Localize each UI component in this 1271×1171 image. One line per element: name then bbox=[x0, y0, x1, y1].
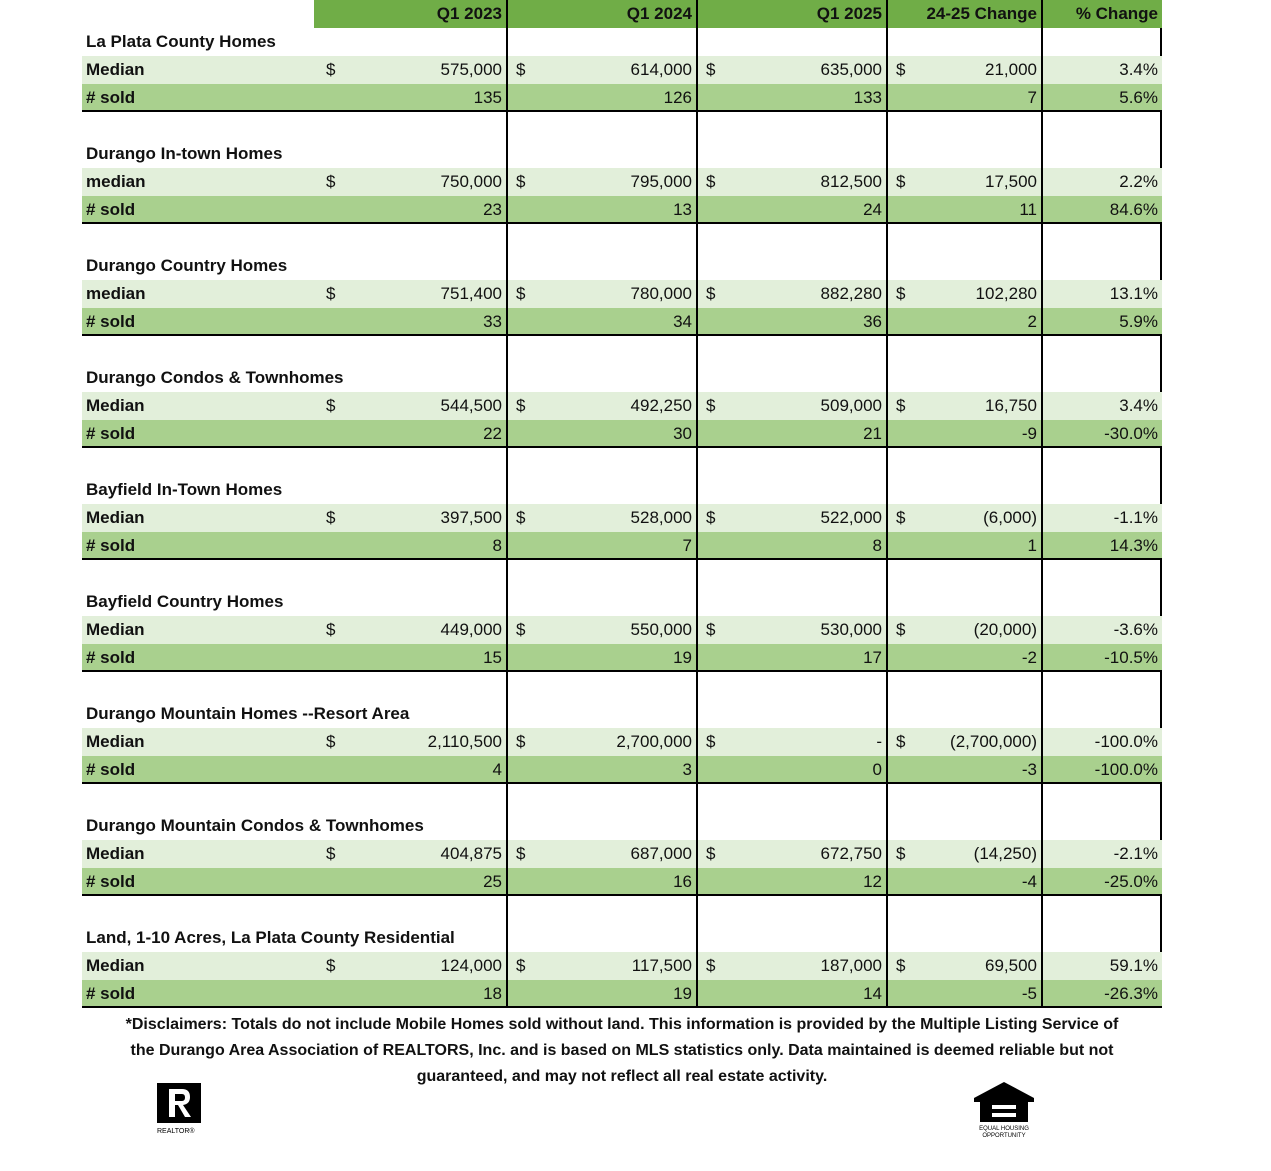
title-row-cell bbox=[506, 252, 696, 280]
section-title-row bbox=[82, 812, 1162, 840]
spacer-row bbox=[82, 896, 1162, 924]
title-row-cell bbox=[696, 364, 886, 392]
spacer-cell bbox=[886, 896, 1041, 924]
header-pct-change: % Change bbox=[1041, 0, 1162, 28]
sold-label: # sold bbox=[82, 532, 314, 560]
spacer-edge bbox=[1160, 224, 1162, 252]
median-pct: 2.2% bbox=[1041, 168, 1162, 196]
sold-value-q23: 25 bbox=[314, 868, 506, 896]
dollar-sign: $ bbox=[516, 620, 526, 639]
title-row-cell bbox=[1041, 812, 1162, 840]
title-row-cell bbox=[506, 588, 696, 616]
disclaimer bbox=[82, 1012, 1162, 1090]
sold-value-q23: 15 bbox=[314, 644, 506, 672]
sold-value-q23: 8 bbox=[314, 532, 506, 560]
median-value-q24: 550,000 bbox=[506, 616, 696, 644]
median-pct: -100.0% bbox=[1041, 728, 1162, 756]
section-title: La Plata County Homes bbox=[86, 32, 276, 51]
dollar-sign: $ bbox=[326, 732, 336, 751]
sold-value-q25: 14 bbox=[696, 980, 886, 1008]
spacer-cell bbox=[506, 112, 696, 140]
title-row-cell bbox=[1041, 252, 1162, 280]
title-row-cell bbox=[696, 140, 886, 168]
dollar-sign: $ bbox=[516, 60, 526, 79]
median-row bbox=[82, 616, 1162, 644]
median-label: Median bbox=[82, 840, 314, 868]
sold-value-q23: 22 bbox=[314, 420, 506, 448]
realtor-logo bbox=[157, 1083, 207, 1140]
title-row-cell bbox=[506, 28, 696, 56]
section-block bbox=[82, 560, 1162, 672]
median-value-q23: 751,400 bbox=[314, 280, 506, 308]
median-row bbox=[82, 952, 1162, 980]
section-block bbox=[82, 448, 1162, 560]
disclaimer-line-2: the Durango Area Association of REALTORS, Inc. and is based on MLS statistics only. Data maintained is deemed reliable but not bbox=[130, 1042, 1114, 1059]
spacer-edge bbox=[1160, 896, 1162, 924]
median-value-chg: 17,500 bbox=[886, 168, 1041, 196]
sold-row bbox=[82, 420, 1162, 448]
sold-value-q25: 17 bbox=[696, 644, 886, 672]
market-stats-table bbox=[82, 0, 1162, 1008]
eho-text-2: OPPORTUNITY bbox=[982, 1133, 1026, 1139]
spacer-cell bbox=[1041, 448, 1162, 476]
title-row-cell bbox=[886, 476, 1041, 504]
title-row-cell bbox=[886, 812, 1041, 840]
section-title: Durango In-town Homes bbox=[86, 144, 283, 163]
median-value-q23: 449,000 bbox=[314, 616, 506, 644]
dollar-sign: $ bbox=[896, 60, 906, 79]
sold-value-q24: 13 bbox=[506, 196, 696, 224]
sold-value-chg: -3 bbox=[886, 756, 1041, 784]
spacer-cell bbox=[506, 784, 696, 812]
section-title-row bbox=[82, 28, 1162, 56]
spacer-row bbox=[82, 336, 1162, 364]
median-row bbox=[82, 280, 1162, 308]
median-label: Median bbox=[82, 952, 314, 980]
median-value-q23: 404,875 bbox=[314, 840, 506, 868]
median-pct: -2.1% bbox=[1041, 840, 1162, 868]
sold-pct: 5.6% bbox=[1041, 84, 1162, 112]
sold-value-q23: 18 bbox=[314, 980, 506, 1008]
section-title-row bbox=[82, 476, 1162, 504]
median-label: median bbox=[82, 168, 314, 196]
section-block bbox=[82, 672, 1162, 784]
realtor-logo-text: REALTOR® bbox=[157, 1128, 195, 1135]
spacer-cell bbox=[1041, 560, 1162, 588]
header-q1-2025: Q1 2025 bbox=[696, 0, 886, 28]
sold-value-q25: 21 bbox=[696, 420, 886, 448]
spacer-cell bbox=[696, 784, 886, 812]
spacer-cell bbox=[696, 112, 886, 140]
title-row-cell bbox=[886, 588, 1041, 616]
section-title-row bbox=[82, 700, 1162, 728]
title-row-cell bbox=[1041, 924, 1162, 952]
median-value-q23: 750,000 bbox=[314, 168, 506, 196]
header-row bbox=[82, 0, 1162, 28]
spacer-cell bbox=[1041, 896, 1162, 924]
title-row-cell bbox=[696, 476, 886, 504]
median-value-q23: 2,110,500 bbox=[314, 728, 506, 756]
dollar-sign: $ bbox=[706, 956, 716, 975]
sold-value-q24: 19 bbox=[506, 644, 696, 672]
dollar-sign: $ bbox=[706, 732, 716, 751]
sold-row bbox=[82, 532, 1162, 560]
sold-value-q25: 8 bbox=[696, 532, 886, 560]
sold-value-chg: -2 bbox=[886, 644, 1041, 672]
dollar-sign: $ bbox=[896, 620, 906, 639]
median-label: Median bbox=[82, 616, 314, 644]
section-title-row bbox=[82, 140, 1162, 168]
section-title: Land, 1-10 Acres, La Plata County Residential bbox=[86, 928, 455, 947]
dollar-sign: $ bbox=[326, 844, 336, 863]
sold-value-chg: 11 bbox=[886, 196, 1041, 224]
title-row-cell bbox=[696, 588, 886, 616]
title-row-cell bbox=[1041, 364, 1162, 392]
dollar-sign: $ bbox=[706, 620, 716, 639]
sold-value-q25: 0 bbox=[696, 756, 886, 784]
dollar-sign: $ bbox=[706, 844, 716, 863]
section-title-row bbox=[82, 924, 1162, 952]
sold-label: # sold bbox=[82, 84, 314, 112]
section-title: Durango Mountain Condos & Townhomes bbox=[86, 816, 424, 835]
dollar-sign: $ bbox=[896, 172, 906, 191]
spacer-row bbox=[82, 112, 1162, 140]
section-block bbox=[82, 112, 1162, 224]
spacer-cell bbox=[506, 224, 696, 252]
median-value-q23: 397,500 bbox=[314, 504, 506, 532]
median-value-chg: (2,700,000) bbox=[886, 728, 1041, 756]
sold-value-q24: 7 bbox=[506, 532, 696, 560]
median-value-q24: 780,000 bbox=[506, 280, 696, 308]
median-pct: -1.1% bbox=[1041, 504, 1162, 532]
spacer-cell bbox=[886, 336, 1041, 364]
spacer-edge bbox=[1160, 336, 1162, 364]
median-label: Median bbox=[82, 392, 314, 420]
dollar-sign: $ bbox=[516, 508, 526, 527]
title-row-cell bbox=[696, 28, 886, 56]
sold-value-q24: 30 bbox=[506, 420, 696, 448]
median-value-q23: 544,500 bbox=[314, 392, 506, 420]
title-row-edge bbox=[1160, 924, 1162, 952]
sold-value-chg: 1 bbox=[886, 532, 1041, 560]
median-value-q23: 124,000 bbox=[314, 952, 506, 980]
dollar-sign: $ bbox=[896, 732, 906, 751]
section-title-row bbox=[82, 588, 1162, 616]
median-value-chg: 16,750 bbox=[886, 392, 1041, 420]
section-title-row bbox=[82, 364, 1162, 392]
median-value-q24: 2,700,000 bbox=[506, 728, 696, 756]
dollar-sign: $ bbox=[516, 844, 526, 863]
median-value-q24: 528,000 bbox=[506, 504, 696, 532]
median-pct: 3.4% bbox=[1041, 56, 1162, 84]
section-title: Bayfield Country Homes bbox=[86, 592, 284, 611]
dollar-sign: $ bbox=[516, 172, 526, 191]
spacer-edge bbox=[1160, 448, 1162, 476]
sold-row bbox=[82, 756, 1162, 784]
title-row-cell bbox=[1041, 140, 1162, 168]
spacer-cell bbox=[506, 560, 696, 588]
median-label: median bbox=[82, 280, 314, 308]
section-block bbox=[82, 896, 1162, 1008]
sold-value-q25: 12 bbox=[696, 868, 886, 896]
median-value-q23: 575,000 bbox=[314, 56, 506, 84]
sold-row bbox=[82, 84, 1162, 112]
spacer-row bbox=[82, 672, 1162, 700]
median-pct: -3.6% bbox=[1041, 616, 1162, 644]
sold-value-q24: 34 bbox=[506, 308, 696, 336]
median-value-chg: (20,000) bbox=[886, 616, 1041, 644]
sold-value-q23: 135 bbox=[314, 84, 506, 112]
sold-pct: -100.0% bbox=[1041, 756, 1162, 784]
sold-value-chg: -5 bbox=[886, 980, 1041, 1008]
sold-value-chg: 7 bbox=[886, 84, 1041, 112]
disclaimer-line-1: *Disclaimers: Totals do not include Mobile Homes sold without land. This information is provided by the Multiple Listing Service of bbox=[125, 1016, 1119, 1033]
spacer-cell bbox=[886, 448, 1041, 476]
title-row-cell bbox=[506, 476, 696, 504]
title-row-cell bbox=[1041, 700, 1162, 728]
spacer-cell bbox=[696, 224, 886, 252]
sold-row bbox=[82, 644, 1162, 672]
spacer-cell bbox=[1041, 672, 1162, 700]
spacer-cell bbox=[1041, 784, 1162, 812]
header-q1-2023: Q1 2023 bbox=[314, 0, 506, 28]
median-value-q24: 687,000 bbox=[506, 840, 696, 868]
dollar-sign: $ bbox=[516, 284, 526, 303]
sold-label: # sold bbox=[82, 420, 314, 448]
dollar-sign: $ bbox=[516, 732, 526, 751]
median-value-chg: 21,000 bbox=[886, 56, 1041, 84]
sold-value-chg: 2 bbox=[886, 308, 1041, 336]
dollar-sign: $ bbox=[326, 956, 336, 975]
section-block bbox=[82, 784, 1162, 896]
section-title: Durango Mountain Homes --Resort Area bbox=[86, 704, 410, 723]
median-pct: 59.1% bbox=[1041, 952, 1162, 980]
sold-label: # sold bbox=[82, 644, 314, 672]
section-block bbox=[82, 224, 1162, 336]
dollar-sign: $ bbox=[706, 284, 716, 303]
sold-pct: 5.9% bbox=[1041, 308, 1162, 336]
spacer-row bbox=[82, 560, 1162, 588]
sold-label: # sold bbox=[82, 868, 314, 896]
title-row-cell bbox=[886, 364, 1041, 392]
sold-pct: -10.5% bbox=[1041, 644, 1162, 672]
sold-row bbox=[82, 196, 1162, 224]
sold-pct: -25.0% bbox=[1041, 868, 1162, 896]
title-row-cell bbox=[1041, 588, 1162, 616]
sold-value-q25: 133 bbox=[696, 84, 886, 112]
title-row-edge bbox=[1160, 252, 1162, 280]
spacer-row bbox=[82, 448, 1162, 476]
title-row-cell bbox=[886, 28, 1041, 56]
median-label: Median bbox=[82, 504, 314, 532]
sold-row bbox=[82, 308, 1162, 336]
dollar-sign: $ bbox=[326, 620, 336, 639]
title-row-cell bbox=[886, 924, 1041, 952]
title-row-edge bbox=[1160, 700, 1162, 728]
spacer-cell bbox=[1041, 112, 1162, 140]
median-row bbox=[82, 504, 1162, 532]
header-change: 24-25 Change bbox=[886, 0, 1041, 28]
spacer-cell bbox=[886, 672, 1041, 700]
section-block bbox=[82, 28, 1162, 112]
title-row-cell bbox=[506, 924, 696, 952]
median-value-q25: 187,000 bbox=[696, 952, 886, 980]
dollar-sign: $ bbox=[706, 172, 716, 191]
dollar-sign: $ bbox=[896, 956, 906, 975]
median-row bbox=[82, 728, 1162, 756]
disclaimer-line-3: guaranteed, and may not reflect all real estate activity. bbox=[416, 1068, 828, 1085]
spacer-cell bbox=[886, 784, 1041, 812]
dollar-sign: $ bbox=[326, 60, 336, 79]
title-row-cell bbox=[696, 924, 886, 952]
sold-pct: -30.0% bbox=[1041, 420, 1162, 448]
spacer-cell bbox=[506, 336, 696, 364]
sold-label: # sold bbox=[82, 756, 314, 784]
spacer-edge bbox=[1160, 672, 1162, 700]
dollar-sign: $ bbox=[896, 508, 906, 527]
title-row-cell bbox=[506, 812, 696, 840]
median-label: Median bbox=[82, 728, 314, 756]
median-value-q25: 509,000 bbox=[696, 392, 886, 420]
title-row-edge bbox=[1160, 28, 1162, 56]
median-value-chg: 69,500 bbox=[886, 952, 1041, 980]
dollar-sign: $ bbox=[706, 396, 716, 415]
median-value-q25: 882,280 bbox=[696, 280, 886, 308]
spacer-cell bbox=[696, 560, 886, 588]
spacer-edge bbox=[1160, 112, 1162, 140]
median-pct: 13.1% bbox=[1041, 280, 1162, 308]
sold-value-chg: -4 bbox=[886, 868, 1041, 896]
spacer-cell bbox=[696, 448, 886, 476]
median-value-q25: 522,000 bbox=[696, 504, 886, 532]
dollar-sign: $ bbox=[896, 844, 906, 863]
sold-row bbox=[82, 868, 1162, 896]
header-q1-2024: Q1 2024 bbox=[506, 0, 696, 28]
dollar-sign: $ bbox=[896, 284, 906, 303]
sold-pct: 14.3% bbox=[1041, 532, 1162, 560]
median-label: Median bbox=[82, 56, 314, 84]
sold-value-q23: 4 bbox=[314, 756, 506, 784]
sold-pct: -26.3% bbox=[1041, 980, 1162, 1008]
median-value-q25: 635,000 bbox=[696, 56, 886, 84]
sold-value-q24: 126 bbox=[506, 84, 696, 112]
dollar-sign: $ bbox=[326, 508, 336, 527]
section-title: Durango Condos & Townhomes bbox=[86, 368, 344, 387]
sold-value-q24: 19 bbox=[506, 980, 696, 1008]
title-row-cell bbox=[696, 812, 886, 840]
section-block bbox=[82, 336, 1162, 448]
spacer-cell bbox=[1041, 336, 1162, 364]
sold-label: # sold bbox=[82, 980, 314, 1008]
sold-label: # sold bbox=[82, 308, 314, 336]
spacer-edge bbox=[1160, 784, 1162, 812]
title-row-cell bbox=[696, 252, 886, 280]
dollar-sign: $ bbox=[896, 396, 906, 415]
spacer-cell bbox=[696, 672, 886, 700]
dollar-sign: $ bbox=[706, 508, 716, 527]
median-value-q25: 672,750 bbox=[696, 840, 886, 868]
equal-housing-opportunity-logo bbox=[972, 1080, 1036, 1145]
spacer-cell bbox=[886, 560, 1041, 588]
title-row-edge bbox=[1160, 364, 1162, 392]
median-value-q24: 795,000 bbox=[506, 168, 696, 196]
median-value-q24: 614,000 bbox=[506, 56, 696, 84]
dollar-sign: $ bbox=[326, 284, 336, 303]
title-row-edge bbox=[1160, 476, 1162, 504]
spacer-cell bbox=[696, 336, 886, 364]
median-value-q25: - bbox=[696, 728, 886, 756]
spacer-cell bbox=[506, 672, 696, 700]
sold-value-q23: 33 bbox=[314, 308, 506, 336]
sold-value-q25: 24 bbox=[696, 196, 886, 224]
title-row-edge bbox=[1160, 588, 1162, 616]
title-row-cell bbox=[1041, 28, 1162, 56]
spacer-cell bbox=[1041, 224, 1162, 252]
sold-value-q25: 36 bbox=[696, 308, 886, 336]
eho-text-1: EQUAL HOUSING bbox=[979, 1126, 1029, 1132]
median-value-q24: 492,250 bbox=[506, 392, 696, 420]
title-row-cell bbox=[506, 364, 696, 392]
sold-value-q24: 16 bbox=[506, 868, 696, 896]
median-row bbox=[82, 840, 1162, 868]
median-row bbox=[82, 392, 1162, 420]
title-row-cell bbox=[886, 140, 1041, 168]
median-value-chg: (14,250) bbox=[886, 840, 1041, 868]
spacer-cell bbox=[886, 112, 1041, 140]
section-title: Durango Country Homes bbox=[86, 256, 288, 275]
section-title-row bbox=[82, 252, 1162, 280]
spacer-cell bbox=[506, 896, 696, 924]
title-row-cell bbox=[506, 140, 696, 168]
dollar-sign: $ bbox=[516, 956, 526, 975]
title-row-edge bbox=[1160, 140, 1162, 168]
spacer-row bbox=[82, 224, 1162, 252]
sold-pct: 84.6% bbox=[1041, 196, 1162, 224]
title-row-cell bbox=[1041, 476, 1162, 504]
sold-row bbox=[82, 980, 1162, 1008]
median-row bbox=[82, 168, 1162, 196]
dollar-sign: $ bbox=[326, 396, 336, 415]
spacer-row bbox=[82, 784, 1162, 812]
sections-container bbox=[82, 28, 1162, 1008]
spacer-cell bbox=[696, 896, 886, 924]
median-value-chg: 102,280 bbox=[886, 280, 1041, 308]
median-value-q25: 530,000 bbox=[696, 616, 886, 644]
sold-value-q23: 23 bbox=[314, 196, 506, 224]
sold-value-chg: -9 bbox=[886, 420, 1041, 448]
sold-label: # sold bbox=[82, 196, 314, 224]
spacer-edge bbox=[1160, 560, 1162, 588]
sold-value-q24: 3 bbox=[506, 756, 696, 784]
title-row-edge bbox=[1160, 812, 1162, 840]
title-row-cell bbox=[696, 700, 886, 728]
title-row-cell bbox=[886, 252, 1041, 280]
spacer-cell bbox=[886, 224, 1041, 252]
median-value-q24: 117,500 bbox=[506, 952, 696, 980]
dollar-sign: $ bbox=[326, 172, 336, 191]
dollar-sign: $ bbox=[516, 396, 526, 415]
title-row-cell bbox=[886, 700, 1041, 728]
median-pct: 3.4% bbox=[1041, 392, 1162, 420]
title-row-cell bbox=[506, 700, 696, 728]
median-value-q25: 812,500 bbox=[696, 168, 886, 196]
spacer-cell bbox=[506, 448, 696, 476]
median-row bbox=[82, 56, 1162, 84]
section-title: Bayfield In-Town Homes bbox=[86, 480, 283, 499]
median-value-chg: (6,000) bbox=[886, 504, 1041, 532]
dollar-sign: $ bbox=[706, 60, 716, 79]
